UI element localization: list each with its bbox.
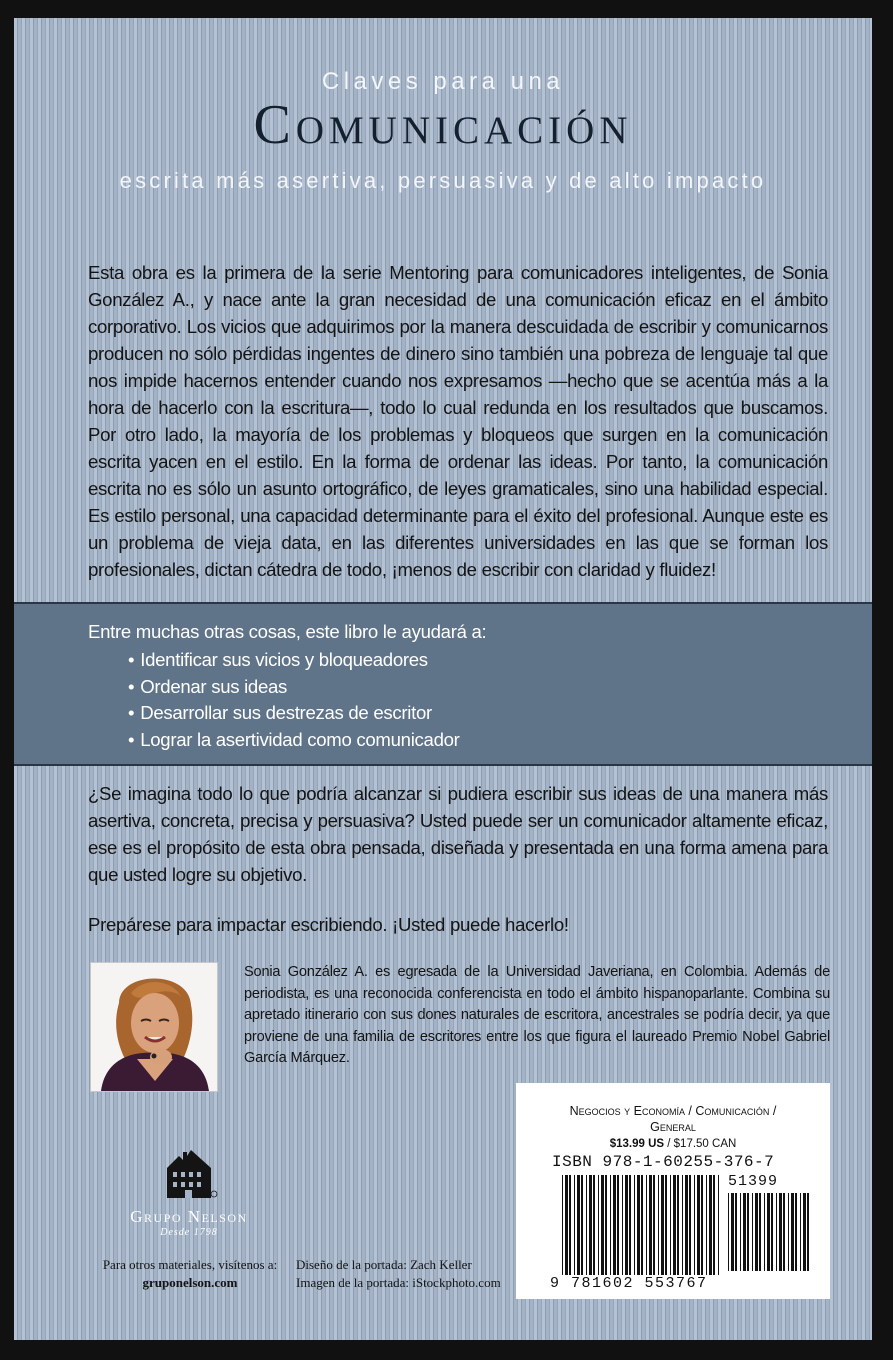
barcode-bar	[709, 1175, 712, 1275]
barcode-bar	[586, 1175, 587, 1275]
barcode-bar	[800, 1193, 801, 1271]
list-item: • Desarrollar sus destrezas de escritor	[128, 700, 460, 727]
barcode-bar	[771, 1193, 773, 1271]
barcode-bar	[685, 1175, 688, 1275]
question-paragraph: ¿Se imagina todo lo que podría alcanzar si pudiera escribir sus ideas de una manera más asertiva, concreta, precisa y persuasiva? Usted puede ser un comunicador altamente eficaz, ese es el propósito de esta obra pensada, diseñada y presentada en una forma amena para que usted logre su objetivo.	[88, 783, 828, 885]
barcode-bar	[562, 1175, 563, 1275]
barcode-bar	[694, 1175, 695, 1275]
barcode-bar	[701, 1175, 703, 1275]
barcode-bar	[605, 1175, 607, 1275]
barcode-bar	[665, 1175, 667, 1275]
cover-image-credit: Imagen de la portada: iStockphoto.com	[296, 1275, 501, 1290]
barcode-bar	[637, 1175, 640, 1275]
list-item: • Ordenar sus ideas	[128, 674, 460, 701]
barcode-bar	[735, 1193, 737, 1271]
barcode-bar	[764, 1193, 765, 1271]
publisher-promo	[90, 1256, 290, 1292]
barcode-bar	[622, 1175, 623, 1275]
author-bio: Sonia González A. es egresada de la Universidad Javeriana, en Colombia. Además de periodista, es una reconocida conferencista en todo el ámbito hispanoparlante. Combina su apretado itinerario con sus dones naturales de escritora, ancestrales se podría decir, ya que proviene de una familia de escritores entre los que figura el laureado Premio Nobel Gabriel García Márquez.	[244, 964, 830, 1067]
category-line: General	[650, 1120, 696, 1134]
barcode-bar	[634, 1175, 635, 1275]
barcode-bar	[598, 1175, 599, 1275]
price-label	[516, 1138, 830, 1150]
cover-design-credit: Diseño de la portada: Zach Keller	[296, 1257, 472, 1272]
intro-paragraph: Esta obra es la primera de la serie Mentoring para comunicadores inteligentes, de Sonia González A., y nace ante la gran necesidad de una comunicación eficaz en el ámbito corporativo. Los vicios que adquirimos por la manera descuidada de escribir y comunicarnos producen no sólo pérdidas ingentes de dinero sino también una pobreza de lenguaje tal que nos impide hacernos entender cuando nos expresamos —hecho que se acentúa más a la hora de hacerlo con la escritura—, todo lo cual redunda en los resultados que buscamos. Por otro lado, la mayoría de los problemas y bloqueos que surgen en la comunicación escrita yacen en el estilo. En la forma de ordenar las ideas. Por tanto, la comunicación escrita no es sólo un asunto ortográfico, de leyes gramaticales, sino una habilidad especial. Es estilo personal, una capacidad determinante para el éxito del profesional. Aunque este es un problema de vieja data, en las diferentes universidades en las que se forman los profesionales, dictan cátedra de todo, ¡menos de escribir con claridad y fluidez!	[88, 262, 828, 580]
barcode-bar	[641, 1175, 643, 1275]
barcode-box	[516, 1083, 830, 1299]
barcode-bar	[661, 1175, 664, 1275]
barcode-bar	[803, 1193, 806, 1271]
list-item: • Identificar sus vicios y bloqueadores	[128, 647, 460, 674]
publisher-name: Grupo Nelson	[130, 1207, 248, 1226]
barcode-bar	[718, 1175, 719, 1275]
barcode-bar	[779, 1193, 782, 1271]
price-us: $13.99 US	[609, 1138, 665, 1150]
barcode-bar	[791, 1193, 794, 1271]
barcode-bar	[752, 1193, 753, 1271]
list-item: • Lograr la asertividad como comunicador	[128, 727, 460, 754]
barcode-bar	[569, 1175, 571, 1275]
author-photo	[90, 962, 218, 1092]
barcode-bar	[617, 1175, 619, 1275]
price-barcode	[728, 1193, 812, 1271]
barcode-bar	[589, 1175, 592, 1275]
barcode-bar	[740, 1193, 741, 1271]
barcode-bar	[697, 1175, 700, 1275]
barcode-bar	[581, 1175, 583, 1275]
barcode-bar	[755, 1193, 758, 1271]
call-to-action: Prepárese para impactar escribiendo. ¡Usted puede hacerlo!	[88, 914, 569, 935]
barcode-bar	[673, 1175, 676, 1275]
barcode-bar	[658, 1175, 659, 1275]
benefits-band	[14, 602, 872, 766]
book-title: Comunicación	[253, 94, 633, 156]
category-label	[516, 1103, 830, 1135]
barcode-bar	[613, 1175, 616, 1275]
book-subtitle: escrita más asertiva, persuasiva y de alto impacto	[119, 168, 767, 193]
barcode-bar	[565, 1175, 568, 1275]
barcode-bar	[629, 1175, 631, 1275]
barcode-bar	[706, 1175, 707, 1275]
publisher-logo	[104, 1142, 274, 1238]
barcode-bar	[574, 1175, 575, 1275]
publisher-since: Desde 1798	[160, 1227, 218, 1238]
price-addon-code: 51399	[728, 1173, 779, 1190]
ean-digits: 9 781602 553767	[550, 1275, 708, 1292]
barcode-bar	[670, 1175, 671, 1275]
category-line: Negocios y Economía / Comunicación /	[569, 1104, 777, 1118]
barcode-bar	[728, 1193, 729, 1271]
benefits-list	[128, 647, 460, 753]
publisher-url: gruponelson.com	[142, 1275, 238, 1290]
book-back-cover	[14, 18, 872, 1340]
barcode-bar	[795, 1193, 797, 1271]
barcode-bar	[646, 1175, 647, 1275]
barcode-bar	[788, 1193, 789, 1271]
barcode-bar	[682, 1175, 683, 1275]
title-prefix: Claves para una	[321, 68, 565, 95]
barcode-bar	[731, 1193, 734, 1271]
building-logo-icon	[159, 1142, 219, 1200]
barcode-bar	[601, 1175, 604, 1275]
barcode-bar	[743, 1193, 746, 1271]
promo-line: Para otros materiales, visítenos a:	[102, 1257, 278, 1272]
barcode-bar	[807, 1193, 809, 1271]
barcode-bar	[747, 1193, 749, 1271]
barcode-bar	[593, 1175, 595, 1275]
barcode-bar	[713, 1175, 715, 1275]
barcode-bar	[767, 1193, 770, 1271]
barcode-bar	[677, 1175, 679, 1275]
barcode-bar	[625, 1175, 628, 1275]
barcode-bar	[759, 1193, 761, 1271]
barcode-bar	[653, 1175, 655, 1275]
barcode-bar	[577, 1175, 580, 1275]
price-can: / $17.50 CAN	[664, 1138, 737, 1150]
barcode-bar	[610, 1175, 611, 1275]
barcode-bar	[776, 1193, 777, 1271]
isbn-number: ISBN 978-1-60255-376-7	[552, 1153, 775, 1171]
cover-credits	[296, 1256, 526, 1292]
barcode-bar	[649, 1175, 652, 1275]
benefits-intro: Entre muchas otras cosas, este libro le ayudará a:	[88, 621, 487, 642]
author-portrait-image	[91, 963, 217, 1091]
barcode-bar	[689, 1175, 691, 1275]
isbn-barcode	[562, 1175, 722, 1275]
barcode-bar	[783, 1193, 785, 1271]
